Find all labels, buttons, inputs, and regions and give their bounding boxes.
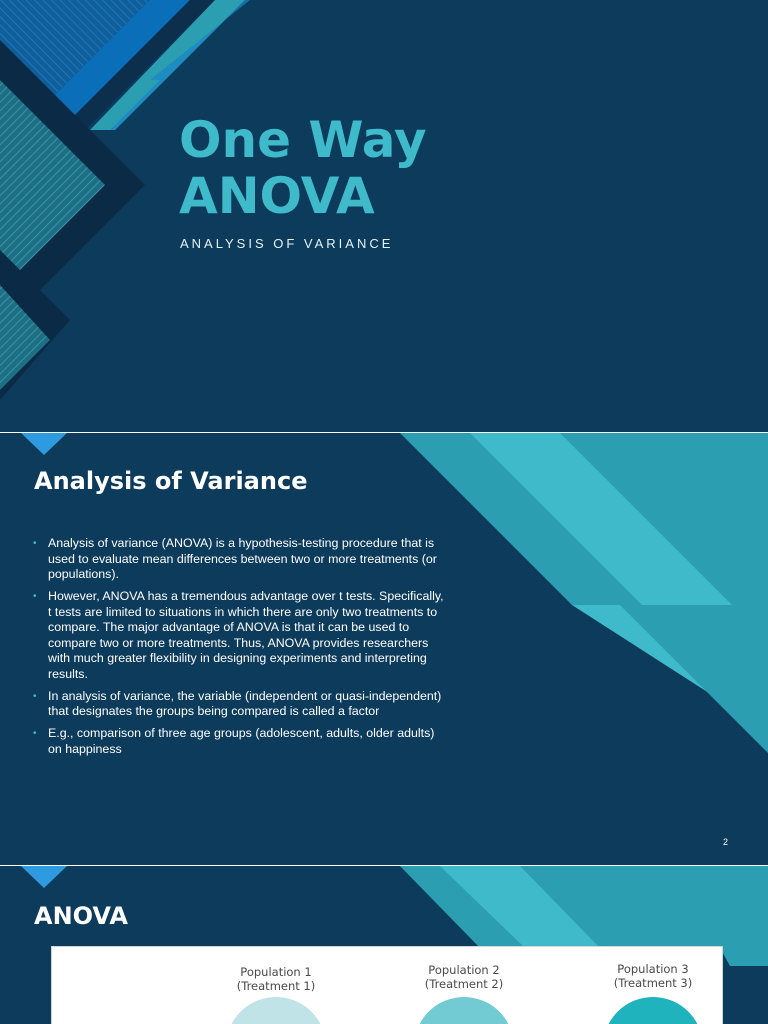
bullet-text: However, ANOVA has a tremendous advantage over t tests. Specifically, t tests are limited to situations in which there are only two treatments to compare. The major advantage of ANOVA is that it can be used to compare two or more treatments. Thus, ANOVA provides researchers with much greater flexibility in designing experiments and interpreting results.	[48, 589, 444, 681]
bullet-icon: •	[33, 690, 37, 702]
bullet-icon: •	[33, 591, 37, 602]
list-item	[33, 726, 445, 757]
bullet-text: Analysis of variance (ANOVA) is a hypothesis-testing procedure that is used to evaluate mean differences between two or more treatments (or populations).	[48, 536, 437, 581]
bullet-text: E.g., comparison of three age groups (adolescent, adults, older adults) on happiness	[48, 726, 435, 756]
treatment-name: (Treatment 1)	[236, 979, 316, 993]
list-item	[33, 589, 445, 682]
arrow-down-icon	[21, 433, 67, 455]
treatment-name: (Treatment 2)	[424, 977, 504, 991]
bullet-icon: •	[33, 538, 37, 549]
treatment-name: (Treatment 3)	[613, 976, 693, 990]
population-2-label	[404, 963, 524, 991]
title-slide	[0, 0, 768, 432]
slide-analysis-of-variance	[0, 433, 768, 865]
slide-anova	[0, 866, 768, 1024]
list-item	[33, 536, 445, 583]
slide-title: Analysis of Variance	[34, 467, 308, 495]
population-2-circle	[414, 997, 514, 1024]
population-name: Population 3	[617, 962, 689, 976]
page-number: 2	[722, 837, 728, 847]
population-name: Population 1	[240, 965, 312, 979]
presentation-subtitle: ANALYSIS OF VARIANCE	[180, 236, 394, 251]
bullet-icon: •	[33, 728, 37, 739]
arrow-down-icon	[21, 866, 67, 888]
population-figure	[51, 946, 723, 1024]
list-item	[33, 689, 445, 720]
bullet-text: In analysis of variance, the variable (independent or quasi-independent) that designates the groups being compared is called a factor	[48, 688, 442, 718]
slide-title: ANOVA	[34, 902, 128, 930]
title-line-1: One Way	[179, 111, 427, 169]
population-3-label	[593, 962, 713, 990]
presentation-title	[179, 112, 427, 224]
title-line-2: ANOVA	[179, 167, 375, 225]
population-3-circle	[603, 997, 703, 1024]
bullet-list	[33, 536, 445, 764]
population-name: Population 2	[428, 963, 500, 977]
population-1-label	[216, 965, 336, 993]
population-1-circle	[226, 997, 326, 1024]
